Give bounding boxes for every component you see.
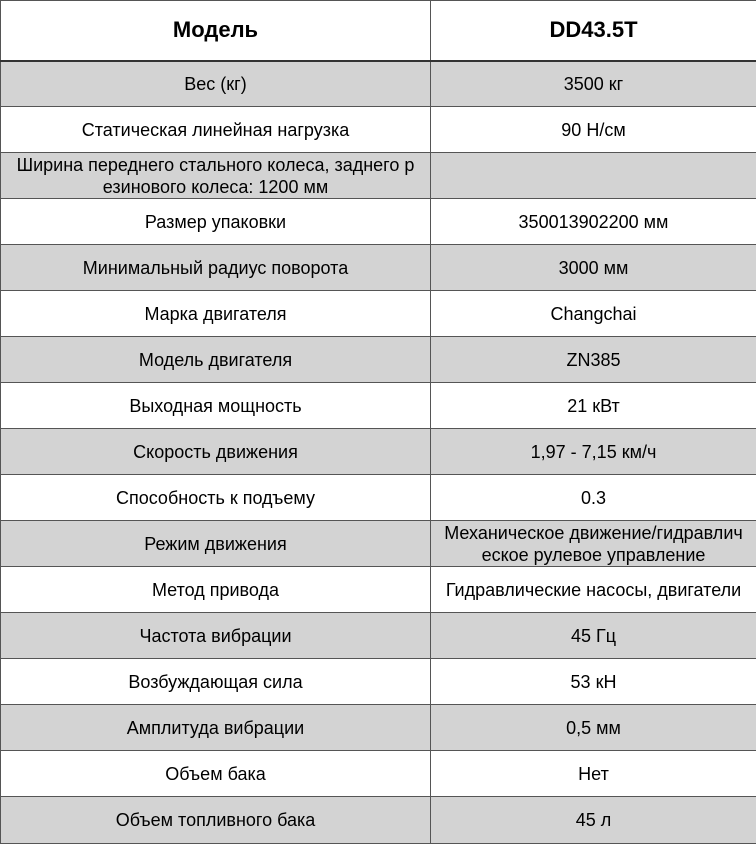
row-label: Способность к подъему xyxy=(1,475,431,521)
row-label: Вес (кг) xyxy=(1,61,431,107)
table-row xyxy=(1,429,756,475)
row-label: Амплитуда вибрации xyxy=(1,705,431,751)
table-row xyxy=(1,613,756,659)
table-row xyxy=(1,245,756,291)
row-value: Механическое движение/гидравлич еское рулевое управление xyxy=(431,521,756,567)
table-row xyxy=(1,659,756,705)
table-row xyxy=(1,107,756,153)
row-label: Объем топливного бака xyxy=(1,797,431,844)
row-label: Объем бака xyxy=(1,751,431,797)
row-label: Марка двигателя xyxy=(1,291,431,337)
row-value: 90 Н/см xyxy=(431,107,756,153)
table-row xyxy=(1,567,756,613)
row-value: 350013902200 мм xyxy=(431,199,756,245)
row-value: 53 кН xyxy=(431,659,756,705)
row-label: Модель двигателя xyxy=(1,337,431,383)
row-label: Размер упаковки xyxy=(1,199,431,245)
table-row xyxy=(1,751,756,797)
row-label: Ширина переднего стального колеса, заднего р езинового колеса: 1200 мм xyxy=(1,153,431,199)
row-value xyxy=(431,153,756,199)
header-row xyxy=(1,1,756,61)
row-value: 0.3 xyxy=(431,475,756,521)
row-label: Статическая линейная нагрузка xyxy=(1,107,431,153)
row-label: Частота вибрации xyxy=(1,613,431,659)
table-row xyxy=(1,475,756,521)
row-label: Возбуждающая сила xyxy=(1,659,431,705)
table-row xyxy=(1,61,756,107)
table-row xyxy=(1,291,756,337)
row-value: 45 Гц xyxy=(431,613,756,659)
row-value: 21 кВт xyxy=(431,383,756,429)
table-body xyxy=(1,61,756,844)
row-value: 3500 кг xyxy=(431,61,756,107)
row-value: Гидравлические насосы, двигатели xyxy=(431,567,756,613)
table-row xyxy=(1,797,756,844)
row-value: Нет xyxy=(431,751,756,797)
row-value: ZN385 xyxy=(431,337,756,383)
header-model-value: DD43.5T xyxy=(431,1,756,61)
row-label: Минимальный радиус поворота xyxy=(1,245,431,291)
row-label: Скорость движения xyxy=(1,429,431,475)
table-row xyxy=(1,337,756,383)
table-row xyxy=(1,153,756,199)
row-value: 3000 мм xyxy=(431,245,756,291)
table-header xyxy=(1,1,756,61)
row-label: Режим движения xyxy=(1,521,431,567)
table-row xyxy=(1,383,756,429)
table-row xyxy=(1,521,756,567)
table-row xyxy=(1,705,756,751)
row-value: 45 л xyxy=(431,797,756,844)
row-label: Выходная мощность xyxy=(1,383,431,429)
row-label: Метод привода xyxy=(1,567,431,613)
row-value: Changchai xyxy=(431,291,756,337)
header-model-label: Модель xyxy=(1,1,431,61)
row-value: 1,97 - 7,15 км/ч xyxy=(431,429,756,475)
table-row xyxy=(1,199,756,245)
row-value: 0,5 мм xyxy=(431,705,756,751)
